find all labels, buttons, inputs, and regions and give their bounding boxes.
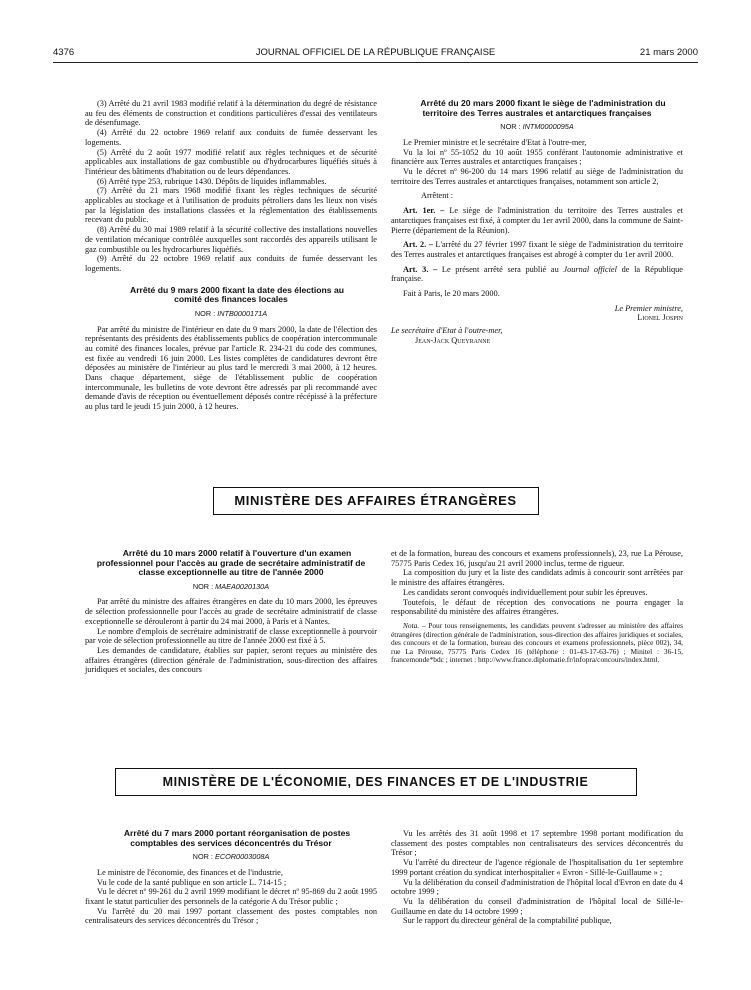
page-number: 4376 xyxy=(53,47,75,58)
article-1-label: Art. 1er. – xyxy=(403,206,445,216)
nor-code: INTB0000171A xyxy=(217,308,268,318)
article-2-text: L'arrêté du 27 février 1997 fixant le siège de l'administration du territoire des Terres australes et antarctiques françaises est abrogé à compter du 1er avril 2000. xyxy=(391,240,683,259)
article-title-tresor: Arrêté du 7 mars 2000 portant réorganisation de postes comptables des services déconcentrés du Trésor xyxy=(123,828,351,848)
article-2-label: Art. 2. – xyxy=(403,240,433,250)
visa-7: Vu la délibération du conseil d'administration de l'hôpital local de Sillé-le-Guillaume en date du 14 octobre 1999 ; xyxy=(391,896,683,916)
nor-label: NOR : xyxy=(500,122,523,132)
ministry-box-wrap xyxy=(53,768,698,796)
article-body: Par arrêté du ministre de l'intérieur en date du 9 mars 2000, la date de l'élection des représentants des présidents des établissements publics de coopération intercommunale au comité des finances locales, prévue par l'article R. 234-21 du code des communes, est fixée au vendredi 16 juin 2000. Les listes complètes de candidatures devront être déposées au ministère de l'intérieur au plus tard le mercredi 3 mai 2000, à 12 heures. Dans chaque département, siège de l'établissement public de coopération intercommunale, les bulletins de vote devront être adressés par pli recommandé avec demande d'avis de réception ou éventuellement déposés contre récépissé à la préfecture au plus tard le jeudi 15 juin 2000, à 12 heures. xyxy=(85,324,377,412)
article-2 xyxy=(391,240,683,259)
nor-reference xyxy=(391,122,683,132)
nor-reference xyxy=(85,852,377,862)
top-left-column xyxy=(85,99,377,412)
nor-reference xyxy=(85,582,377,592)
visa-2: Vu le décret nº 96-200 du 14 mars 1996 relatif au siège de l'administration du territoire des Terres australes et antarctiques françaises, notamment son article 2, xyxy=(391,167,683,186)
footnote-6: (6) Arrêté type 253, rubrique 1430. Dépôts de liquides inflammables. xyxy=(97,176,327,186)
nor-code: ECOR0003008A xyxy=(214,852,270,862)
paragraph-jury: La composition du jury et la liste des candidats admis à concourir sont arrêtées par le ministre des affaires étrangères. xyxy=(391,568,683,588)
footnote-7: (7) Arrêté du 21 mars 1968 modifié fixant les règles techniques de sécurité applicables au stockage et à l'utilisation de produits pétroliers dans les lieux non visés par la législation des installations classées et la réglementation des établissements recevant du public. xyxy=(85,186,377,225)
article-3-text-b: de la République française. xyxy=(391,264,683,284)
nota xyxy=(391,622,683,665)
paragraph-continued: et de la formation, bureau des concours et examens professionnels), 23, rue La Pérouse, 75775 Paris Cedex 16, jusqu'au 21 avril 2000 inclus, terme de rigueur. xyxy=(391,549,683,568)
paragraph-2: Le nombre d'emplois de secrétaire administratif de classe exceptionnelle à pourvoir par voie de sélection professionnelle au titre de l'année 2000 est fixé à 5. xyxy=(85,626,377,646)
ministry-box-wrap xyxy=(53,487,698,515)
nor-code: INTM0000095A xyxy=(522,122,574,132)
page-header xyxy=(53,47,698,61)
visa-1: Vu le code de la santé publique en son article L. 714-15 ; xyxy=(97,877,287,887)
arretent: Arrêtent : xyxy=(421,191,454,201)
paragraph-3: Les demandes de candidature, établies sur papier, seront reçues au ministère des affaires étrangères (direction générale de l'administration, sous-direction des affaires juridiques et sociales, des concours xyxy=(85,646,377,675)
paragraph-toutefois: Toutefois, le défaut de réception des convocations ne pourra engager la responsabilité du ministère des affaires étrangères. xyxy=(391,597,683,617)
footnote-8: (8) Arrêté du 30 mai 1989 relatif à la sécurité collective des installations nouvelles de ventilation mécanique contrôlée auxquelles sont raccordés des appareils utilisant le gaz combustible ou les hydrocarbures liquéfiés. xyxy=(85,225,377,254)
visa-6: Vu la délibération du conseil d'administration de l'hôpital local d'Evron en date du 4 octobre 1999 ; xyxy=(391,877,683,897)
article-1 xyxy=(391,206,683,235)
mid-right-column xyxy=(391,549,683,665)
sur-le-rapport: Sur le rapport du directeur général de la comptabilité publique, xyxy=(403,916,612,926)
footnote-3: (3) Arrêté du 21 avril 1983 modifié relatif à la détermination du degré de résistance au feu des éléments de construction et conditions particulières d'essai des ventilateurs de désenfumage. xyxy=(85,99,377,128)
signature-1-name: Lionel Jospin xyxy=(637,313,683,323)
header-date: 21 mars 2000 xyxy=(639,47,698,58)
mid-left-column xyxy=(85,549,377,675)
nota-text: – Pour tous renseignements, les candidats peuvent s'adresser au ministère des affaires étrangères (direction générale de l'administration, sous-direction des affaires juridiques et sociales, des concours et de la formation, bureau des concours et examens professionnels, pièce 002), 34, rue La Pérouse, 75775 Paris Cedex 16 (téléphone : 01-43-17-63-76) ; Minitel : 36-15, francemonde*bdc ; internet : http://www.france.diplomatie.fr/infopra/concours/index.html. xyxy=(391,620,683,665)
ministry-heading-affaires-etrangeres: MINISTÈRE DES AFFAIRES ÉTRANGÈRES xyxy=(213,487,539,515)
fait-a-paris: Fait à Paris, le 20 mars 2000. xyxy=(403,289,500,299)
nor-label: NOR : xyxy=(194,308,218,318)
bottom-right-column xyxy=(391,829,683,926)
visa-2: Vu le décret nº 99-261 du 2 avril 1999 modifiant le décret nº 95-869 du 2 août 1995 fixant le statut particulier des personnels de la catégorie A du Trésor public ; xyxy=(85,887,377,906)
top-right-column xyxy=(391,99,683,346)
journal-title: JOURNAL OFFICIEL DE LA RÉPUBLIQUE FRANÇAISE xyxy=(255,47,496,58)
article-title-examen: Arrêté du 10 mars 2000 relatif à l'ouverture d'un examen professionnel pour l'accès au grade de secrétaire administratif de classe exceptionnelle au titre de l'année 2000 xyxy=(96,548,366,578)
footnote-5: (5) Arrêté du 2 août 1977 modifié relatif aux règles techniques et de sécurité applicables aux installations de gaz combustible ou d'hydrocarbures liquéfiés situés à l'intérieur des bâtiments d'habitation ou de leurs dépendances. xyxy=(85,147,377,176)
visa-5: Vu l'arrêté du directeur de l'agence régionale de l'hospitalisation du 1er septembre 1999 portant création du syndicat interhospitalier « Evron - Sillé-le-Guillaume » ; xyxy=(391,858,683,877)
visa-1: Vu la loi nº 55-1052 du 10 août 1955 conférant l'autonomie administrative et financière aux Terres australes et antarctiques françaises ; xyxy=(391,147,683,167)
article-title-taaf: Arrêté du 20 mars 2000 fixant le siège de l'administration du territoire des Terres australes et antarctiques françaises xyxy=(420,98,666,118)
paragraph-convocation: Les candidats seront convoqués individuellement pour subir les épreuves. xyxy=(403,587,648,597)
ministry-heading-economie: MINISTÈRE DE L'ÉCONOMIE, DES FINANCES ET DE L'INDUSTRIE xyxy=(115,768,637,796)
signature-1-title: Le Premier ministre, xyxy=(614,303,683,313)
paragraph-1: Par arrêté du ministre des affaires étrangères en date du 10 mars 2000, les épreuves de sélection professionnelle pour l'accès au grade de secrétaire administratif de classe exceptionnelle se dérouleront à partir du 24 mai 2000, à Paris et à Nantes. xyxy=(85,597,377,626)
nor-label: NOR : xyxy=(192,581,216,591)
article-3-label: Art. 3. – xyxy=(403,264,438,274)
signature-2-name: Jean-Jack Queyranne xyxy=(415,335,491,345)
article-1-text: Le siège de l'administration du territoire des Terres australes et antarctiques françaises est fixé, à compter du 1er avril 2000, dans la commune de Saint-Pierre (département de la Réunion). xyxy=(391,206,683,235)
bottom-left-column xyxy=(85,829,377,926)
intro: Le Premier ministre et le secrétaire d'Etat à l'outre-mer, xyxy=(403,137,587,147)
article-3 xyxy=(391,265,683,284)
nor-reference xyxy=(85,309,377,319)
signature-2-title: Le secrétaire d'Etat à l'outre-mer, xyxy=(391,326,503,336)
nor-code: MAEA0020130A xyxy=(215,581,270,591)
article-3-journal: Journal officiel xyxy=(563,264,617,274)
footnote-9: (9) Arrêté du 22 octobre 1969 relatif aux conduits de fumée desservant les logements. xyxy=(85,254,377,273)
visa-4: Vu les arrêtés des 31 août 1998 et 17 septembre 1998 portant modification du classement des postes comptables non centralisateurs des services déconcentrés du Trésor ; xyxy=(391,829,683,858)
header-rule xyxy=(53,62,698,63)
article-title-elections: Arrêté du 9 mars 2000 fixant la date des élections au comité des finances locales xyxy=(130,284,344,305)
intro: Le ministre de l'économie, des finances et de l'industrie, xyxy=(97,867,283,877)
nor-label: NOR : xyxy=(192,852,215,862)
footnote-4: (4) Arrêté du 22 octobre 1969 relatif aux conduits de fumée desservant les logements. xyxy=(85,128,377,147)
visa-3: Vu l'arrêté du 20 mai 1997 portant classement des postes comptables non centralisateurs des services déconcentrés du Trésor ; xyxy=(85,906,377,926)
article-3-text-a: Le présent arrêté sera publié au xyxy=(437,264,564,274)
nota-label: Nota. xyxy=(403,620,420,630)
